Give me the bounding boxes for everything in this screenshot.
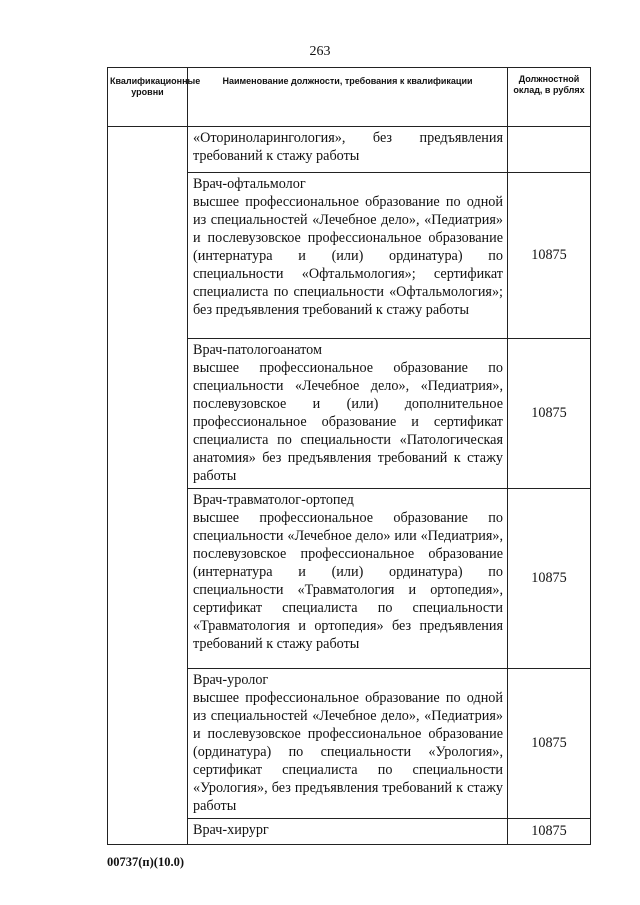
requirements-text: высшее профессиональное образование по специальности «Лечебное дело» или «Педиатрия», послевузовское профессиональное образование (интернатура и (или) ординатура) по специальности «Травматология и ортопедия», сертификат специалиста по специальности «Травматология и ортопедия» без предъявления требований к стажу работы [193,510,503,652]
requirements-cell [188,173,508,339]
document-code: 00737(п)(10.0) [107,855,184,869]
requirements-text: высшее профессиональное образование по одной из специальностей «Лечебное дело», «Педиатрия» и послевузовское профессиональное образование (ординатура) по специальности «Урология», сертификат специалиста по специальности «Урология», без предъявления требований к стажу работы [193,690,503,814]
page-number: 263 [309,44,331,59]
salary-cell: 10875 [508,819,591,845]
position-title: Врач-патологоанатом [193,342,322,358]
position-title: Врач-травматолог-ортопед [193,492,354,508]
table-header-row [108,68,591,127]
requirements-cell [188,339,508,489]
requirements-text: «Оториноларингология», без предъявления требований к стажу работы [193,130,503,164]
header-qualification-levels: Квалификационные уровни [108,68,188,127]
salary-cell [508,127,591,173]
requirements-cell [188,669,508,819]
salary-cell: 10875 [508,669,591,819]
requirements-text: высшее профессиональное образование по одной из специальностей «Лечебное дело», «Педиатрия» и послевузовское профессиональное образование (интернатура и (или) ординатура) по специальности «Офтальмология»; сертификат специалиста по специальности «Офтальмология»; без предъявления требований к стажу работы [193,194,503,318]
requirements-cell [188,127,508,173]
table-row [108,127,591,173]
position-title: Врач-уролог [193,672,269,688]
qualification-table [107,67,591,845]
header-position-requirements: Наименование должности, требования к квалификации [188,68,508,127]
position-title: Врач-офтальмолог [193,176,306,192]
header-salary: Должностной оклад, в рублях [508,68,591,127]
requirements-text: высшее профессиональное образование по специальности «Лечебное дело», «Педиатрия», послевузовское и (или) дополнительное профессиональное образование и сертификат специалиста по специальности «Патологическая анатомия» без предъявления требований к стажу работы [193,360,503,484]
position-title: Врач-хирург [193,822,269,838]
salary-cell: 10875 [508,489,591,669]
requirements-cell [188,819,508,845]
salary-cell: 10875 [508,339,591,489]
qualification-level-cell [108,127,188,845]
requirements-cell [188,489,508,669]
salary-cell: 10875 [508,173,591,339]
